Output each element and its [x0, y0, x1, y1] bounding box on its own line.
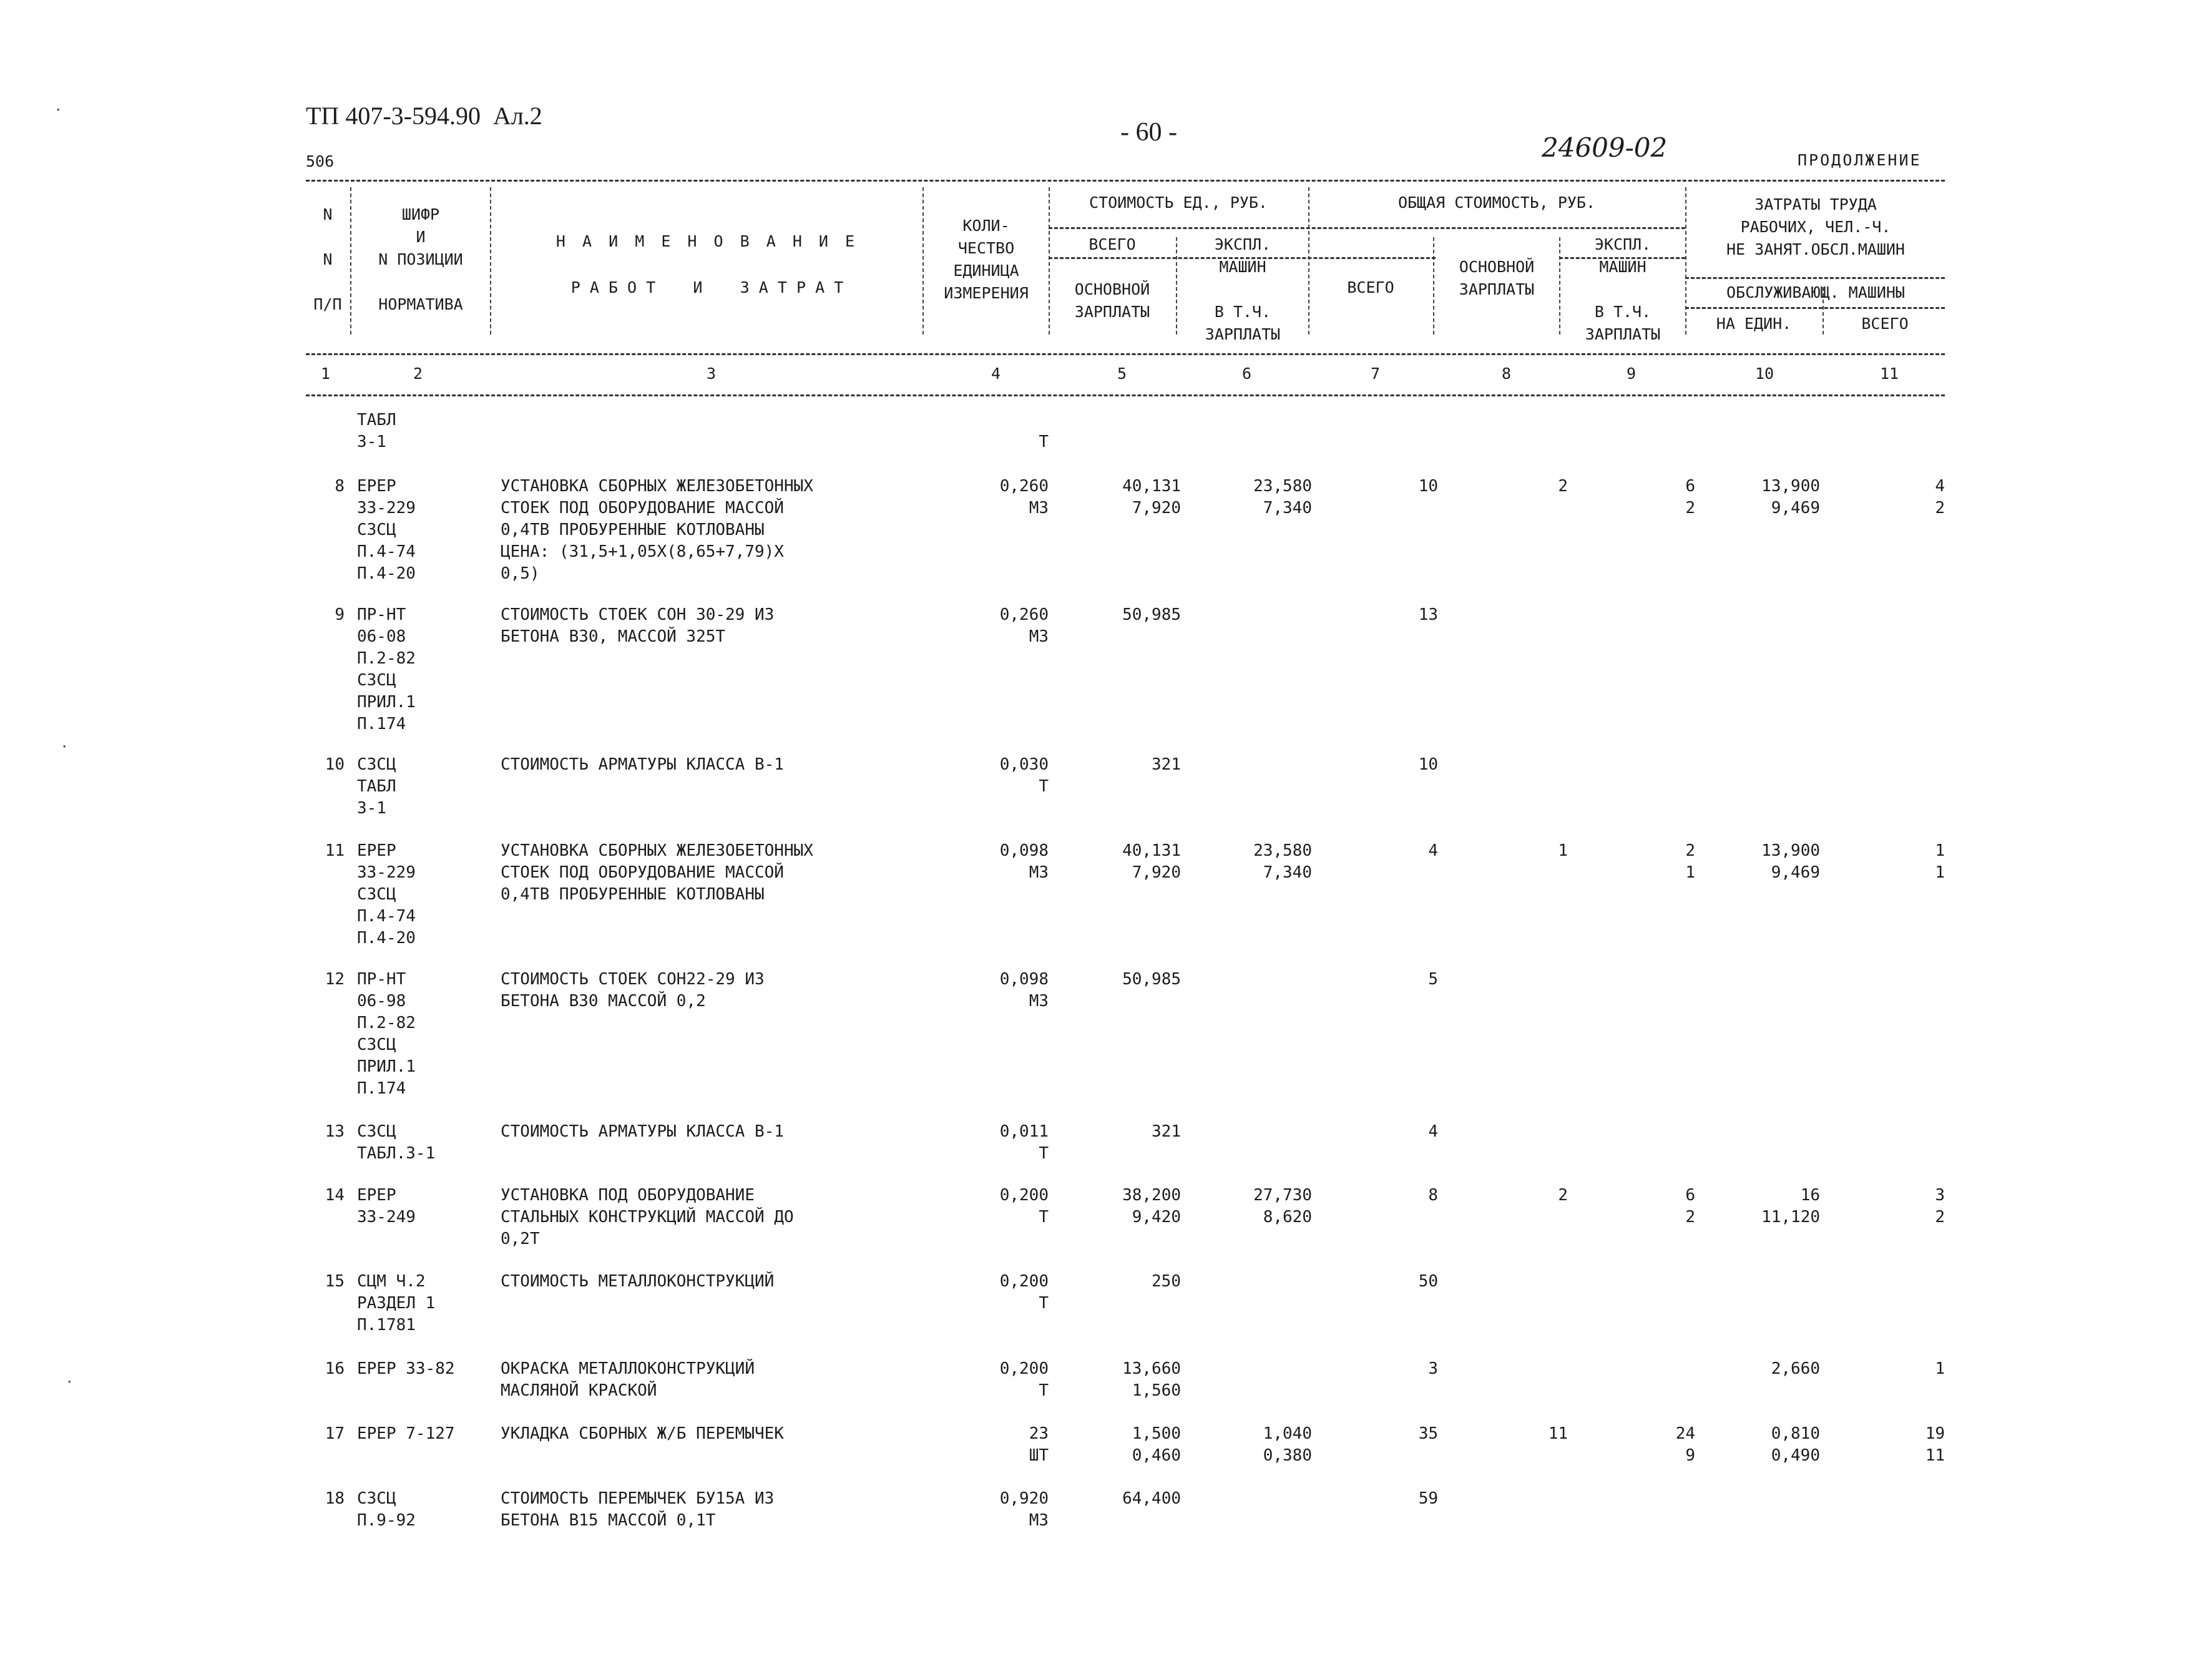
cell-c9: 24 9 [1675, 1424, 1695, 1465]
col-sep [922, 187, 924, 335]
cell-qty: 0,200 Т [999, 1272, 1049, 1313]
cell-c8: 1 [1558, 841, 1568, 860]
cell-name: СТОИМОСТЬ АРМАТУРЫ КЛАССА В-1 [501, 755, 784, 774]
cell-name: СТОИМОСТЬ СТОЕК СОН22-29 ИЗ БЕТОНА В30 МАССОЙ 0,2 [501, 970, 765, 1011]
col-sep [350, 187, 351, 335]
cell-code: СЗСЦ ТАБЛ.3-1 [357, 1122, 436, 1163]
cell-c5: 64,400 [1122, 1489, 1181, 1508]
cell-qty: 0,098 МЗ [999, 970, 1049, 1011]
cell-c7: 3 [1428, 1359, 1438, 1378]
cell-c5: 50,985 [1122, 605, 1181, 624]
rule-below-colnums [306, 394, 1945, 396]
rule-below-header [306, 353, 1945, 355]
cell-qty: 0,260 МЗ [999, 477, 1049, 517]
cell-c7: 10 [1418, 477, 1438, 496]
cell-c10: 13,900 9,469 [1761, 841, 1820, 882]
cell-code: СЗСЦ ТАБЛ 3-1 [357, 755, 396, 818]
cell-c10: 2,660 [1771, 1359, 1820, 1378]
cell-n: 12 [325, 970, 345, 989]
cell-c11: 3 2 [1935, 1186, 1945, 1226]
cell-qty: 0,200 Т [999, 1359, 1049, 1400]
header-labor-machines: ОБСЛУЖИВАЮЩ. МАШИНЫ [1726, 283, 1905, 301]
cell-n: 15 [325, 1272, 345, 1291]
cell-n: 9 [335, 605, 345, 624]
page-number: - 60 - [1120, 118, 1177, 147]
margin-dot: · [60, 738, 69, 755]
cell-n: 17 [325, 1424, 345, 1443]
cell-n: 11 [325, 841, 345, 860]
cell-n: 14 [325, 1186, 345, 1205]
cell-code: ЕРЕР 33-82 [357, 1359, 455, 1378]
cell-c11: 19 11 [1925, 1424, 1945, 1465]
col-sep [490, 187, 491, 335]
header-col-6: ЭКСПЛ. МАШИН В Т.Ч. ЗАРПЛАТЫ [1205, 235, 1281, 343]
cell-c7: 8 [1428, 1186, 1438, 1205]
column-number-1: 1 [321, 365, 331, 383]
cell-name: ОКРАСКА МЕТАЛЛОКОНСТРУКЦИЙ МАСЛЯНОЙ КРАСКОЙ [501, 1359, 755, 1400]
column-number-2: 2 [413, 365, 423, 383]
cell-c8: 2 [1558, 477, 1568, 496]
header-col-9: ЭКСПЛ. МАШИН В Т.Ч. ЗАРПЛАТЫ [1585, 235, 1661, 343]
header-col-3-line1: Н А И М Е Н О В А Н И Е [555, 232, 859, 250]
cell-name: СТОИМОСТЬ АРМАТУРЫ КЛАССА В-1 [501, 1122, 784, 1141]
cell-name: УСТАНОВКА СБОРНЫХ ЖЕЛЕЗОБЕТОННЫХ СТОЕК ПОД ОБОРУДОВАНИЕ МАССОЙ 0,4ТВ ПРОБУРЕННЫЕ КОТЛОВАНЫ ЦЕНА: (31,5+1,05Х(8,65+7,79)Х 0,5) [501, 477, 813, 583]
cell-name: СТОИМОСТЬ МЕТАЛЛОКОНСТРУКЦИЙ [501, 1272, 775, 1291]
cell-code: ТАБЛ 3-1 [357, 411, 396, 451]
sheet-number: 506 [306, 152, 335, 170]
cell-c6: 27,730 8,620 [1253, 1186, 1312, 1226]
cell-name: УСТАНОВКА ПОД ОБОРУДОВАНИЕ СТАЛЬНЫХ КОНСТРУКЦИЙ МАССОЙ ДО 0,2Т [501, 1186, 794, 1248]
header-col-10: НА ЕДИН. [1716, 315, 1792, 333]
header-unit-cost-group: СТОИМОСТЬ ЕД., РУБ. [1089, 193, 1268, 212]
cell-c10: 0,810 0,490 [1771, 1424, 1820, 1465]
rule-group-unit-total [1049, 227, 1685, 229]
cell-c11: 1 1 [1935, 841, 1945, 882]
column-number-3: 3 [707, 365, 717, 383]
margin-dot: · [65, 1373, 74, 1391]
cell-c7: 4 [1428, 1122, 1438, 1141]
header-total-cost-group: ОБЩАЯ СТОИМОСТЬ, РУБ. [1397, 193, 1596, 212]
column-number-10: 10 [1755, 365, 1774, 383]
header-col-8: ОСНОВНОЙ ЗАРПЛАТЫ [1459, 258, 1535, 298]
cell-c6: 23,580 7,340 [1253, 841, 1312, 882]
cell-code: ЕРЕР 33-229 СЗСЦ П.4-74 П.4-20 [357, 841, 416, 947]
col-sep [1433, 237, 1434, 335]
margin-dot: · [54, 101, 63, 119]
column-number-7: 7 [1371, 365, 1381, 383]
cell-qty: 0,260 МЗ [999, 605, 1049, 646]
cell-c6: 23,580 7,340 [1253, 477, 1312, 517]
cell-c7: 5 [1428, 970, 1438, 989]
col-sep [1559, 237, 1560, 335]
cell-c5: 250 [1152, 1272, 1181, 1291]
header-col-2: ШИФР И N ПОЗИЦИИ НОРМАТИВА [378, 205, 463, 313]
cell-c8: 11 [1548, 1424, 1568, 1443]
cell-n: 13 [325, 1122, 345, 1141]
cell-c11: 4 2 [1935, 477, 1945, 517]
cell-c5: 321 [1152, 1122, 1181, 1141]
cell-c8: 2 [1558, 1186, 1568, 1205]
cell-c5: 13,660 1,560 [1122, 1359, 1181, 1400]
cell-code: ПР-НТ 06-98 П.2-82 СЗСЦ ПРИЛ.1 П.174 [357, 970, 416, 1098]
header-col-5: ВСЕГО ОСНОВНОЙ ЗАРПЛАТЫ [1074, 235, 1150, 321]
header-col-7: ВСЕГО [1347, 278, 1394, 296]
cell-c9: 6 2 [1685, 477, 1695, 517]
column-number-11: 11 [1880, 365, 1899, 383]
cell-n: 8 [335, 477, 345, 496]
document-code: ТП 407-3-594.90 Ал.2 [306, 102, 542, 130]
handwritten-number: 24609-02 [1542, 132, 1668, 163]
cell-c7: 59 [1418, 1489, 1438, 1508]
cell-code: ЕРЕР 33-249 [357, 1186, 416, 1226]
cell-c7: 35 [1418, 1424, 1438, 1443]
cell-c5: 38,200 9,420 [1122, 1186, 1181, 1226]
cell-c6: 1,040 0,380 [1263, 1424, 1312, 1465]
cell-c5: 40,131 7,920 [1122, 477, 1181, 517]
cell-c7: 4 [1428, 841, 1438, 860]
cell-n: 18 [325, 1489, 345, 1508]
rule-labor [1685, 277, 1945, 279]
cell-qty: 0,200 Т [999, 1186, 1049, 1226]
header-col-1: N N П/П [313, 205, 342, 313]
header-col-3-line2: Р А Б О Т И З А Т Р А Т [570, 278, 844, 296]
cell-c9: 2 1 [1685, 841, 1695, 882]
cell-qty: 0,030 Т [999, 755, 1049, 796]
cell-c11: 1 [1935, 1359, 1945, 1378]
column-number-5: 5 [1117, 365, 1127, 383]
column-number-8: 8 [1502, 365, 1512, 383]
cell-n: 10 [325, 755, 345, 774]
continuation-label: ПРОДОЛЖЕНИЕ [1798, 151, 1922, 169]
column-number-4: 4 [991, 365, 1001, 383]
cell-c5: 321 [1152, 755, 1181, 774]
cell-code: СЗСЦ П.9-92 [357, 1489, 416, 1530]
cell-c5: 40,131 7,920 [1122, 841, 1181, 882]
cell-qty: 23 ШТ [1029, 1424, 1049, 1465]
cell-c5: 50,985 [1122, 970, 1181, 989]
col-sep [1176, 237, 1177, 335]
column-number-6: 6 [1242, 365, 1252, 383]
cell-c7: 50 [1418, 1272, 1438, 1291]
header-labor-group: ЗАТРАТЫ ТРУДА РАБОЧИХ, ЧЕЛ.-Ч. НЕ ЗАНЯТ.ОБСЛ.МАШИН [1726, 195, 1905, 258]
cell-c7: 13 [1418, 605, 1438, 624]
cell-qty: 0,098 МЗ [999, 841, 1049, 882]
cell-qty: 0,011 Т [999, 1122, 1049, 1163]
cell-code: ЕРЕР 33-229 СЗСЦ П.4-74 П.4-20 [357, 477, 416, 583]
cell-code: СЦМ Ч.2 РАЗДЕЛ 1 П.1781 [357, 1272, 436, 1334]
cell-code: ЕРЕР 7-127 [357, 1424, 455, 1443]
header-col-4: КОЛИ- ЧЕСТВО ЕДИНИЦА ИЗМЕРЕНИЯ [944, 217, 1029, 302]
cell-code: ПР-НТ 06-08 П.2-82 СЗСЦ ПРИЛ.1 П.174 [357, 605, 416, 733]
rule-labor2 [1685, 307, 1945, 309]
cell-c5: 1,500 0,460 [1132, 1424, 1181, 1465]
cell-c7: 10 [1418, 755, 1438, 774]
cell-n: 16 [325, 1359, 345, 1378]
cell-name: СТОИМОСТЬ СТОЕК СОН 30-29 ИЗ БЕТОНА В30, МАССОЙ 325Т [501, 605, 775, 646]
cell-qty: Т [1039, 433, 1049, 451]
cell-name: СТОИМОСТЬ ПЕРЕМЫЧЕК БУ15А ИЗ БЕТОНА В15 МАССОЙ 0,1Т [501, 1489, 775, 1530]
cell-c10: 16 11,120 [1761, 1186, 1820, 1226]
header-col-11: ВСЕГО [1861, 315, 1909, 333]
cell-c10: 13,900 9,469 [1761, 477, 1820, 517]
rule-top [306, 180, 1945, 182]
cell-name: УКЛАДКА СБОРНЫХ Ж/Б ПЕРЕМЫЧЕК [501, 1424, 784, 1443]
cell-qty: 0,920 МЗ [999, 1489, 1049, 1530]
cell-c9: 6 2 [1685, 1186, 1695, 1226]
cell-name: УСТАНОВКА СБОРНЫХ ЖЕЛЕЗОБЕТОННЫХ СТОЕК ПОД ОБОРУДОВАНИЕ МАССОЙ 0,4ТВ ПРОБУРЕННЫЕ КОТЛОВАНЫ [501, 841, 813, 904]
column-number-9: 9 [1627, 365, 1637, 383]
